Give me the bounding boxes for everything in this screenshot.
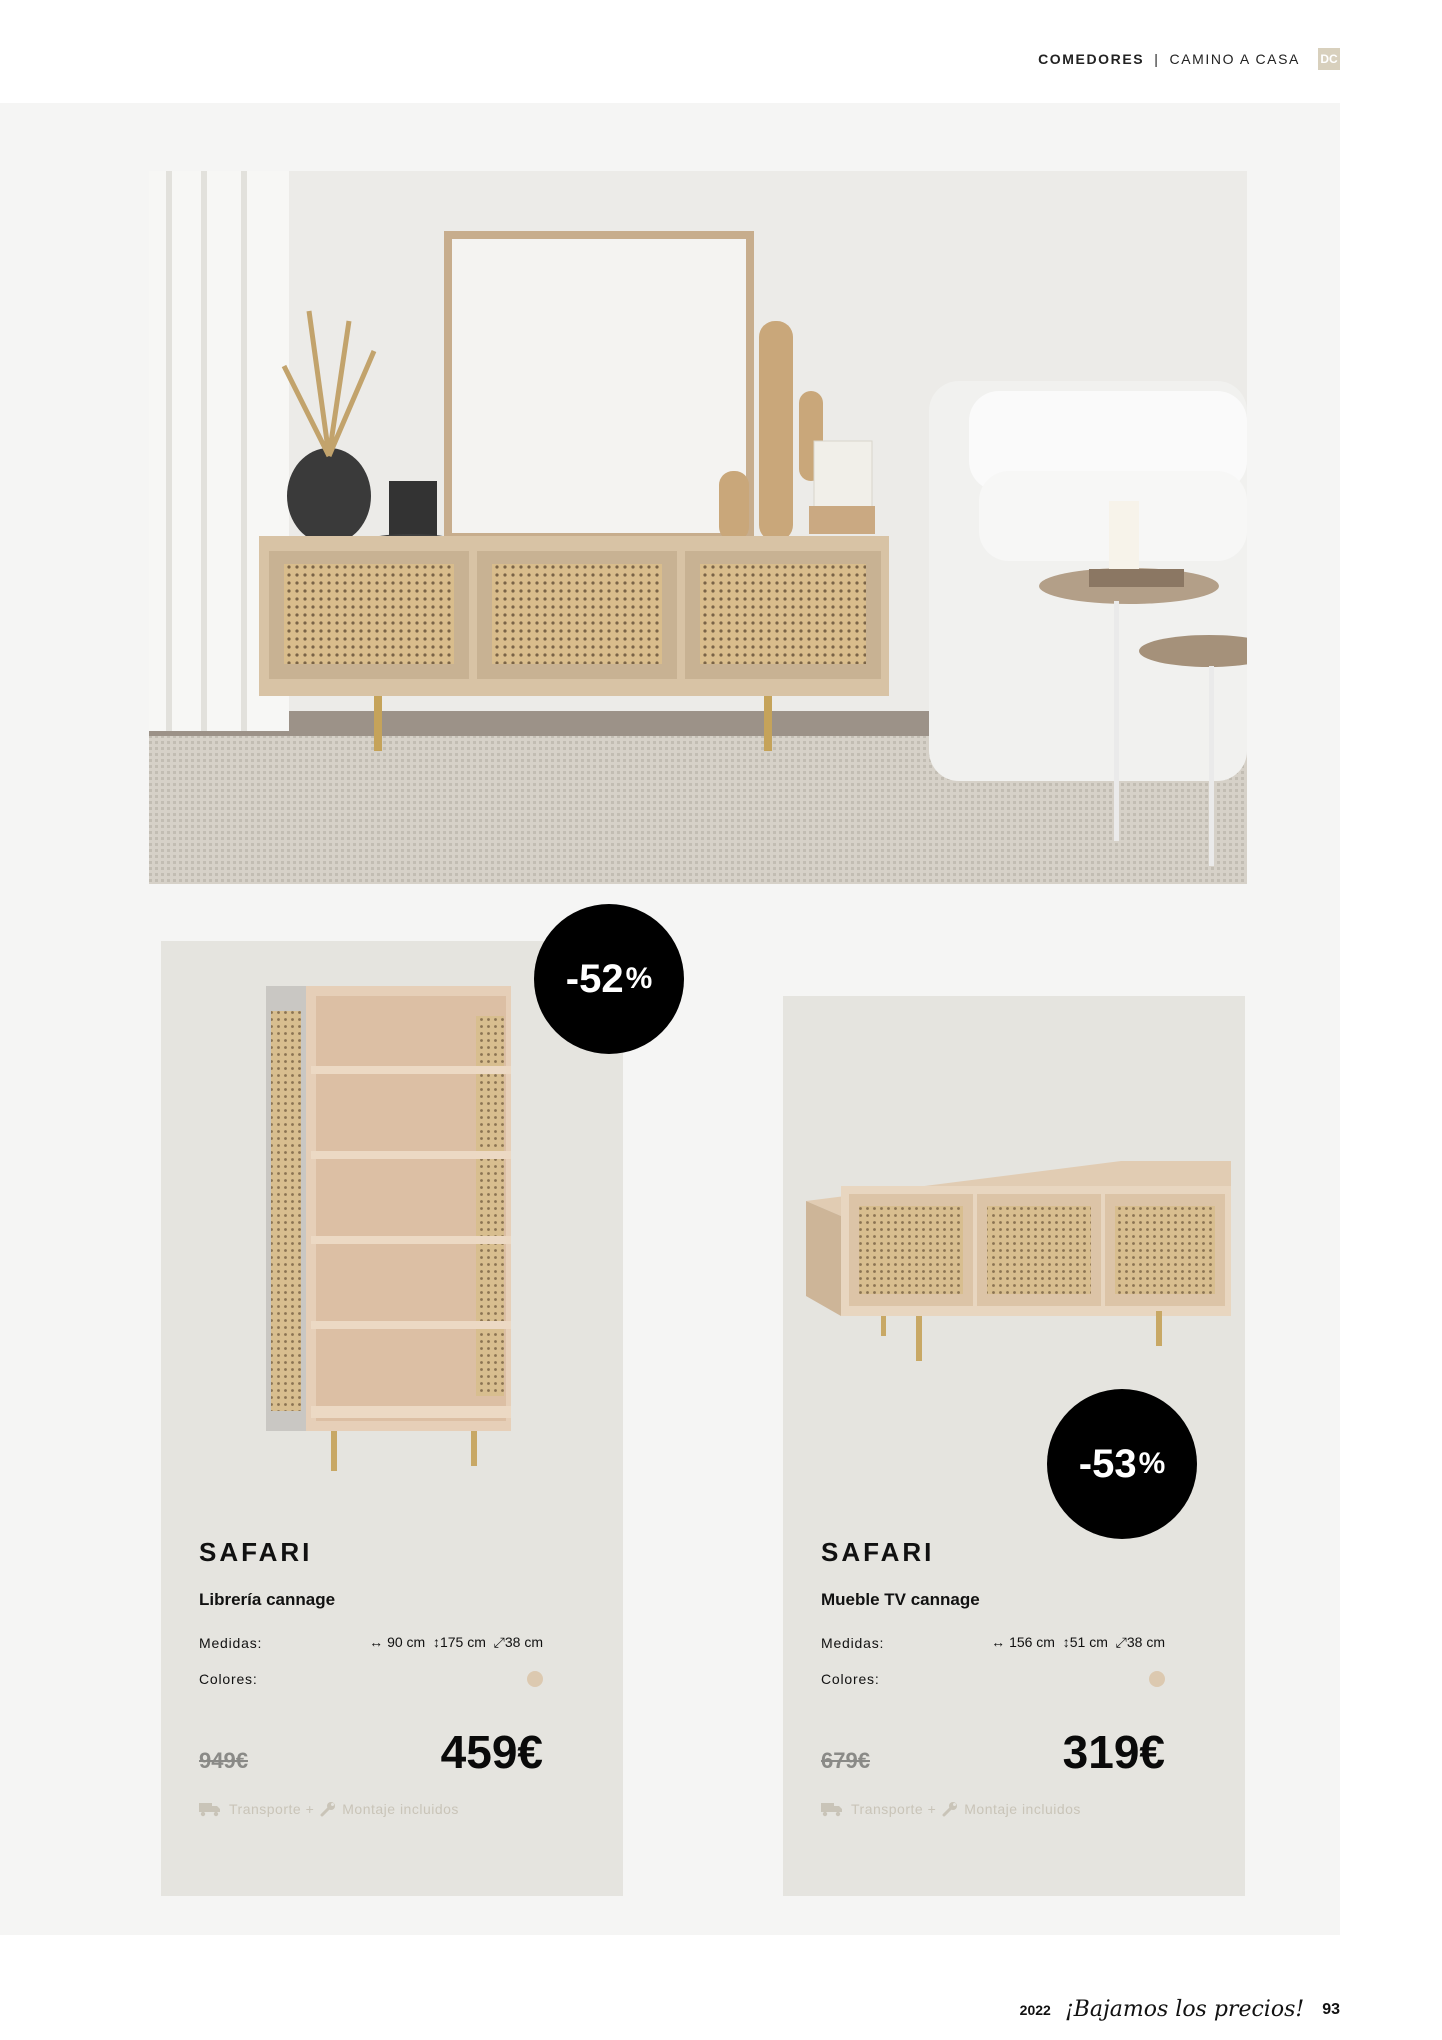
new-price: 319€ — [1062, 1726, 1165, 1778]
bookcase-image — [261, 981, 511, 1476]
height-icon: ↕ — [432, 1634, 440, 1650]
width-icon: ↔ — [369, 1634, 384, 1650]
width-value: 156 cm — [1009, 1634, 1055, 1650]
delivery-note — [199, 1801, 543, 1817]
depth-value: 38 cm — [1126, 1634, 1165, 1650]
discount-value: -53 — [1078, 1441, 1137, 1486]
old-price: 949€ — [199, 1748, 248, 1773]
logo-text: DC — [1320, 52, 1338, 66]
new-price: 459€ — [440, 1726, 543, 1778]
delivery-transport: Transporte + — [851, 1801, 937, 1817]
prices — [199, 1725, 543, 1779]
tv-unit-image — [801, 1156, 1231, 1366]
header-separator: | — [1154, 51, 1160, 67]
delivery-assembly: Montaje incluidos — [964, 1801, 1081, 1817]
discount-value: -52 — [565, 956, 624, 1001]
width-value: 90 cm — [387, 1634, 426, 1650]
colors-label: Colores: — [199, 1671, 258, 1687]
wrench-icon — [320, 1801, 336, 1817]
section-name: COMEDORES — [1038, 51, 1145, 67]
product-info — [821, 1537, 1165, 1817]
product-name: Mueble TV cannage — [821, 1590, 980, 1609]
truck-icon — [199, 1801, 221, 1817]
page-footer — [1020, 1997, 1340, 2022]
brand-name: CAMINO A CASA — [1169, 51, 1300, 67]
prices — [821, 1725, 1165, 1779]
height-value: 175 cm — [439, 1634, 486, 1650]
measures-label: Medidas: — [199, 1634, 263, 1651]
height-icon: ↕ — [1062, 1634, 1070, 1650]
page-header — [1038, 48, 1340, 70]
color-swatch — [1149, 1671, 1165, 1687]
height-value: 51 cm — [1069, 1634, 1108, 1650]
truck-icon — [821, 1801, 843, 1817]
measures-row — [821, 1634, 1165, 1651]
discount-percent: % — [1138, 1447, 1166, 1480]
measures-row — [199, 1634, 543, 1651]
discount-badge-1 — [534, 904, 684, 1054]
page-number: 93 — [1322, 2000, 1340, 2018]
old-price: 679€ — [821, 1748, 870, 1773]
colors-row — [821, 1671, 1165, 1687]
wrench-icon — [942, 1801, 958, 1817]
brand-logo — [1318, 48, 1340, 70]
delivery-assembly: Montaje incluidos — [342, 1801, 459, 1817]
delivery-note — [821, 1801, 1165, 1817]
product-card-bookcase — [161, 941, 623, 1896]
measures-label: Medidas: — [821, 1634, 885, 1651]
color-swatch — [527, 1671, 543, 1687]
discount-percent: % — [625, 962, 653, 995]
dimensions — [991, 1634, 1165, 1651]
depth-icon: ⤢ — [493, 1634, 505, 1650]
product-brand: SAFARI — [821, 1537, 935, 1567]
discount-badge-2 — [1047, 1389, 1197, 1539]
delivery-transport: Transporte + — [229, 1801, 315, 1817]
slogan: ¡Bajamos los precios! — [1064, 1997, 1305, 2022]
dimensions — [369, 1634, 543, 1651]
width-icon: ↔ — [991, 1634, 1006, 1650]
hero-photo — [149, 171, 1247, 884]
catalog-year: 2022 — [1019, 2001, 1051, 2018]
depth-icon: ⤢ — [1115, 1634, 1127, 1650]
product-brand: SAFARI — [199, 1537, 313, 1567]
product-info — [199, 1537, 543, 1817]
colors-label: Colores: — [821, 1671, 880, 1687]
colors-row — [199, 1671, 543, 1687]
depth-value: 38 cm — [504, 1634, 543, 1650]
product-name: Librería cannage — [199, 1590, 336, 1609]
